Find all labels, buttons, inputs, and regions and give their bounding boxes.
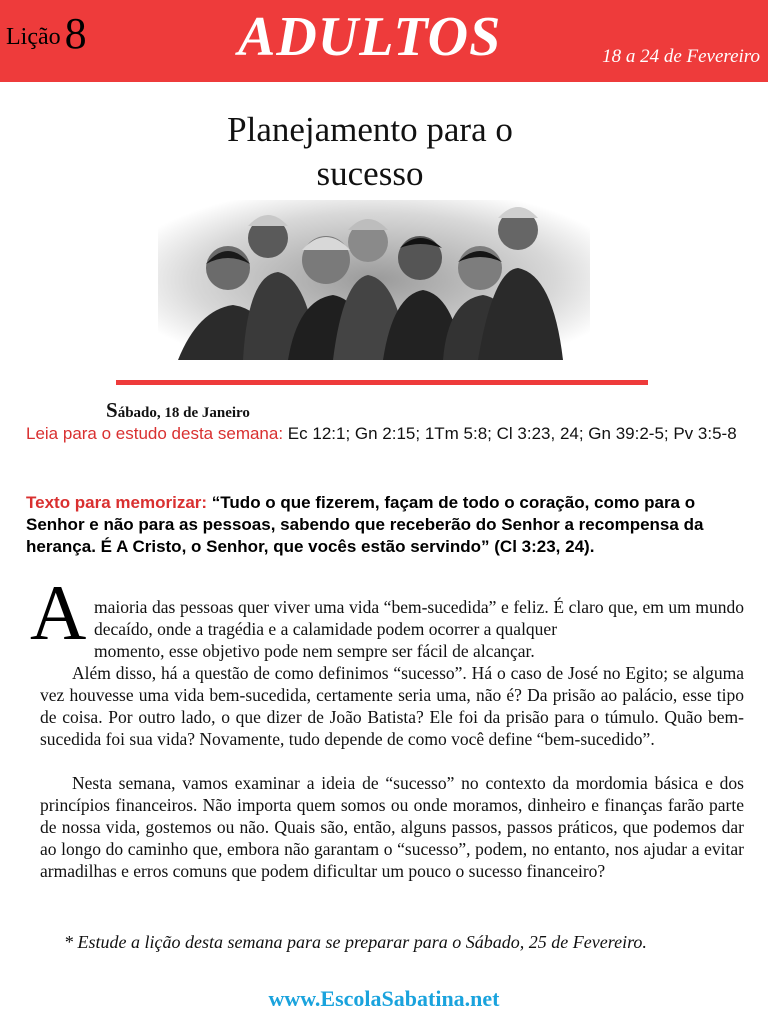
reading-refs: Ec 12:1; Gn 2:15; 1Tm 5:8; Cl 3:23, 24; Gn 39:2-5; Pv 3:5-8 bbox=[283, 424, 737, 443]
lesson-number: 8 bbox=[64, 9, 87, 58]
section-divider bbox=[116, 380, 648, 385]
group-photo-illustration bbox=[158, 200, 590, 360]
paragraph-2: Além disso, há a questão de como definimos “sucesso”. Há o caso de José no Egito; se alguma vez houvesse uma vida bem-sucedida, certamente seria uma, não é? Da prisão ao palácio, esse tipo de coisa. Por outro lado, o que dizer de João Batista? Ele foi da prisão para o túmulo. Quão bem-sucedida foi sua vida? Novamente, tudo depende de como você define “bem-sucedido”. bbox=[40, 663, 744, 749]
paragraph-1-end: momento, esse objetivo pode nem sempre ser fácil de alcançar. bbox=[94, 641, 535, 661]
day-heading bbox=[106, 398, 250, 423]
paragraph-3: Nesta semana, vamos examinar a ideia de “sucesso” no contexto da mordomia básica e dos princípios financeiros. Não importa quem somos ou onde moramos, dinheiro e finanças farão parte de nossa vida, gostemos ou não. Quais são, então, alguns passos, passos práticos, que podemos dar ao longo do caminho que, embora não garantam o “sucesso”, podem, no entanto, nos ajudar a evitar armadilhas e erros comuns que podem dificultar um pouco o sucesso financeiro? bbox=[40, 773, 744, 881]
memory-label: Texto para memorizar: bbox=[26, 493, 208, 512]
memory-quote: “Tudo o que fizerem, façam de todo o coração, como para o Senhor e não para as pessoas, sabendo que receberão do Senhor a recompensa da herança. É A Cristo, o Senhor, que vocês estão servindo” (Cl 3:23, 24). bbox=[26, 493, 704, 556]
lesson-title: Planejamento para o sucesso bbox=[227, 110, 513, 193]
day-rest: ábado, 18 de Janeiro bbox=[117, 405, 250, 421]
website-link[interactable]: www.EscolaSabatina.net bbox=[268, 986, 500, 1011]
memory-text bbox=[26, 492, 756, 558]
reading-label: Leia para o estudo desta semana: bbox=[26, 424, 284, 443]
paragraph-1: maioria das pessoas quer viver uma vida “bem-sucedida” e feliz. É claro que, em um mundo decaído, onde a tragédia e a calamidade podem ocorrer a qualquer bbox=[94, 597, 744, 639]
lesson-word: Lição bbox=[6, 24, 61, 50]
group-photo bbox=[158, 200, 590, 360]
lesson-label bbox=[6, 9, 87, 58]
header-banner bbox=[0, 0, 768, 82]
banner-dates: 18 a 24 de Fevereiro bbox=[602, 46, 760, 67]
footnote: * Estude a lição desta semana para se preparar para o Sábado, 25 de Fevereiro. bbox=[64, 932, 647, 952]
day-initial: S bbox=[106, 398, 118, 422]
drop-cap: A bbox=[30, 569, 87, 656]
banner-title: ADULTOS bbox=[238, 6, 502, 68]
reading-assignment bbox=[26, 423, 746, 445]
